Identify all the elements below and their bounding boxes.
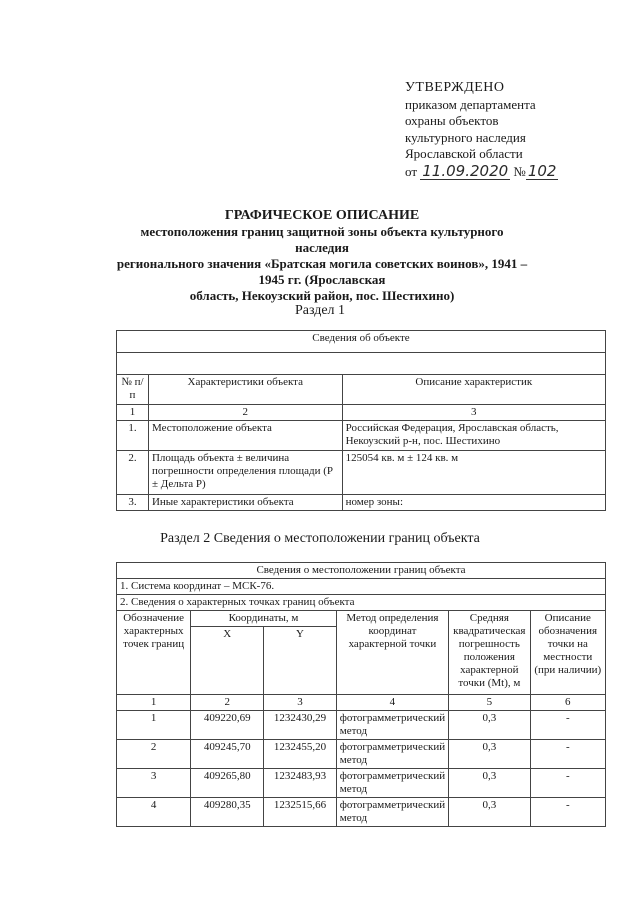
row-number: 1. <box>117 421 149 451</box>
index-cell: 2 <box>148 405 342 421</box>
point-method: фотограмметрический метод <box>336 740 448 769</box>
table-row <box>117 451 606 495</box>
index-cell: 1 <box>117 695 191 711</box>
column-header: Обозначение характерных точек границ <box>117 611 191 695</box>
point-error: 0,3 <box>449 711 530 740</box>
points-title: 2. Сведения о характерных точках границ объекта <box>117 595 606 611</box>
title-line: область, Некоузский район, пос. Шестихино) <box>189 288 455 303</box>
approval-line: Ярославской области <box>405 146 523 161</box>
approval-date: 11.09.2020 <box>422 161 509 180</box>
table-row <box>117 798 606 827</box>
document-title <box>112 208 532 304</box>
column-header: Метод определения координат характерной точки <box>336 611 448 695</box>
point-error: 0,3 <box>449 798 530 827</box>
point-x: 409220,69 <box>191 711 264 740</box>
table-row <box>117 421 606 451</box>
characteristic: Иные характеристики объекта <box>148 495 342 511</box>
point-method: фотограмметрический метод <box>336 798 448 827</box>
point-x: 409280,35 <box>191 798 264 827</box>
title-line: 1945 гг. (Ярославская <box>258 272 386 287</box>
point-y: 1232455,20 <box>264 740 337 769</box>
column-header: Характеристики объекта <box>148 375 342 405</box>
approval-number: 102 <box>527 161 557 180</box>
index-cell: 3 <box>342 405 605 421</box>
description: Российская Федерация, Ярославская область, Некоузский р-н, пос. Шестихино <box>342 421 605 451</box>
title-line: местоположения границ защитной зоны объекта культурного наследия <box>140 224 504 255</box>
description: 125054 кв. м ± 124 кв. м <box>342 451 605 495</box>
point-method: фотограмметрический метод <box>336 711 448 740</box>
number-label: № <box>513 163 526 179</box>
row-number: 3. <box>117 495 149 511</box>
point-desc: - <box>530 798 605 827</box>
approval-line: культурного наследия <box>405 129 526 145</box>
point-id: 4 <box>117 798 191 827</box>
description: номер зоны: <box>342 495 605 511</box>
section-2-heading: Раздел 2 Сведения о местоположении границ объекта <box>160 531 480 546</box>
point-y: 1232430,29 <box>264 711 337 740</box>
column-header: Координаты, м <box>191 611 336 627</box>
point-desc: - <box>530 711 605 740</box>
index-cell: 2 <box>191 695 264 711</box>
point-method: фотограмметрический метод <box>336 769 448 798</box>
table-title: Сведения об объекте <box>117 331 606 353</box>
from-label: от <box>405 163 418 179</box>
index-cell: 6 <box>530 695 605 711</box>
table-row <box>117 769 606 798</box>
point-desc: - <box>530 769 605 798</box>
characteristic: Площадь объекта ± величина погрешности определения площади (Р ± Дельта Р) <box>148 451 342 495</box>
table-title: Сведения о местоположении границ объекта <box>117 563 606 579</box>
column-header: Описание характеристик <box>342 375 605 405</box>
index-cell: 4 <box>336 695 448 711</box>
point-y: 1232483,93 <box>264 769 337 798</box>
approval-line: охраны объектов <box>405 113 499 128</box>
point-id: 3 <box>117 769 191 798</box>
approval-line: приказом департамента <box>405 96 536 112</box>
title-line: регионального значения «Братская могила советских воинов», 1941 – <box>116 256 528 271</box>
point-x: 409265,80 <box>191 769 264 798</box>
point-x: 409245,70 <box>191 740 264 769</box>
object-info-table <box>116 330 606 511</box>
point-error: 0,3 <box>449 769 530 798</box>
empty-row <box>117 353 606 375</box>
point-y: 1232515,66 <box>264 798 337 827</box>
index-cell: 1 <box>117 405 149 421</box>
point-id: 1 <box>117 711 191 740</box>
column-header: Средняя квадратическая погрешность положения характерной точки (Mt), м <box>449 611 530 695</box>
table-row <box>117 740 606 769</box>
boundary-points-table <box>116 562 606 827</box>
title-main: ГРАФИЧЕСКОЕ ОПИСАНИЕ <box>224 208 420 223</box>
column-header: № п/п <box>117 375 149 405</box>
coord-system: 1. Система координат – МСК-76. <box>117 579 606 595</box>
characteristic: Местоположение объекта <box>148 421 342 451</box>
section-1-heading: Раздел 1 <box>294 303 346 318</box>
column-header: Y <box>264 627 337 695</box>
row-number: 2. <box>117 451 149 495</box>
approval-heading: УТВЕРЖДЕНО <box>405 80 505 95</box>
approval-block <box>405 80 558 180</box>
column-header: Описание обозначения точки на местности (при наличии) <box>530 611 605 695</box>
point-id: 2 <box>117 740 191 769</box>
point-error: 0,3 <box>449 740 530 769</box>
index-cell: 5 <box>449 695 530 711</box>
table-row <box>117 711 606 740</box>
approval-date-line <box>405 163 558 181</box>
table-row <box>117 495 606 511</box>
column-header: X <box>191 627 264 695</box>
index-cell: 3 <box>264 695 337 711</box>
point-desc: - <box>530 740 605 769</box>
